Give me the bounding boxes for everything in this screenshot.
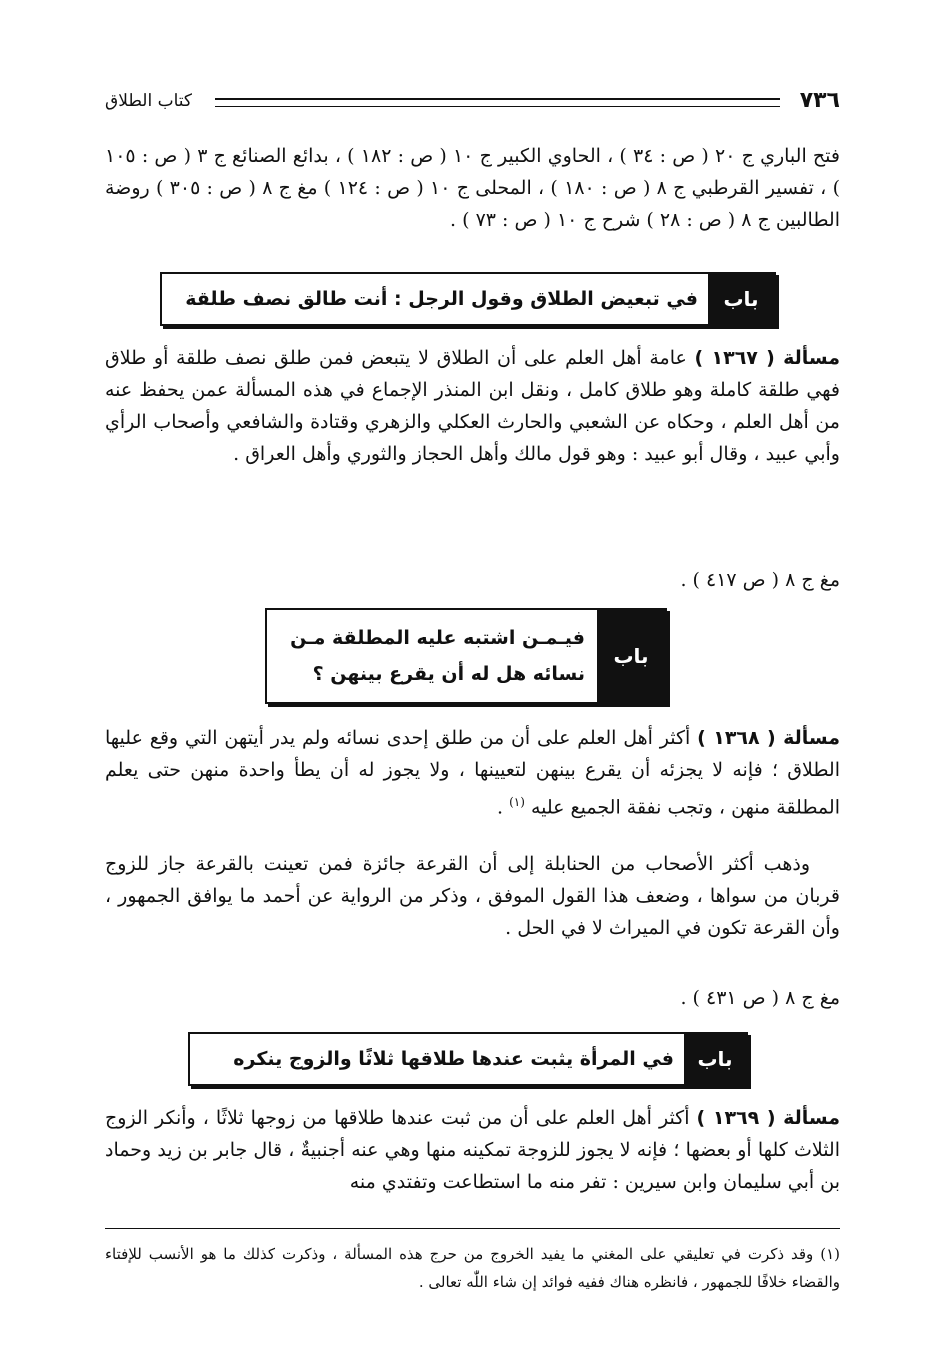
section1-reference: مغ ج ٨ ( ص ٤١٧ ) . bbox=[680, 569, 840, 591]
book-title: كتاب الطلاق bbox=[105, 91, 192, 111]
bab-title-2-line2: نسائه هل له أن يقرع بينهن ؟ bbox=[312, 663, 585, 685]
bab-heading-1 bbox=[160, 272, 776, 326]
bab-label: باب bbox=[708, 274, 774, 324]
hanabila-paragraph: وذهب أكثر الأصحاب من الحنابلة إلى أن القرعة جائزة فمن تعينت بالقرعة جاز للزوج قربان من سواها ، وضعف هذا القول الموفق ، وذكر من الرواية عن أحمد ما يوافق الجمهور ، وأن القرعة تكون في الميراث لا في الحل . bbox=[105, 853, 840, 939]
masala-label: مسألة ( ١٣٦٧ ) bbox=[694, 347, 840, 369]
bab-label: باب bbox=[684, 1034, 746, 1084]
footnote: (١) وقد ذكرت في تعليقي على المغني ما يفيد الخروج من حرج هذه المسألة ، وذكرت كذلك ما هو الأنسب للإفتاء والقضاء خلافًا للجمهور ، فانظره هناك ففيه فوائد إن شاء اللّٰه تعالى . bbox=[105, 1245, 840, 1291]
page-header bbox=[105, 88, 840, 114]
intro-references: فتح الباري ج ٢٠ ( ص : ٣٤ ) ، الحاوي الكبير ج ١٠ ( ص : ١٨٢ ) ، بدائع الصنائع ج ٣ ( ص : ١٠٥ ) ، تفسير القرطبي ج ٨ ( ص : ١٨٠ ) ، المحلى ج ١٠ ( ص : ١٢٤ ) مغ ج ٨ ( ص : ٣٠٥ ) روضة الطالبين ج ٨ ( ص : ٢٨ ) شرح ج ١٠ ( ص : ٧٣ ) . bbox=[105, 145, 840, 231]
masala-text: أكثر أهل العلم على أن من طلق إحدى نسائه ولم يدر أيتهن التي وقع عليها الطلاق ؛ فإنه لا يجزئه أن يقرع بينهن لتعيينها ، ولا يجوز له أن يطأ واحدة منهن حتى يعلم المطلقة منهن ، وتجب نفقة الجميع عليه bbox=[105, 727, 840, 819]
masala-text-end: . bbox=[497, 796, 504, 819]
masala-1367 bbox=[105, 342, 840, 470]
bab-label: باب bbox=[597, 610, 665, 702]
bab-title-3: في المرأة يثبت عندها طلاقها ثلاثًا والزوج ينكره bbox=[233, 1048, 674, 1070]
masala-label: مسألة ( ١٣٦٨ ) bbox=[697, 727, 840, 749]
bab-title-1: في تبعيض الطلاق وقول الرجل : أنت طالق نصف طلقة bbox=[185, 288, 698, 310]
masala-text: عامة أهل العلم على أن الطلاق لا يتبعض فمن طلق نصف طلقة أو طلاق فهي طلقة كاملة وهو طلاق كامل ، ونقل ابن المنذر الإجماع في هذه المسألة عمن يحفظ عنه من أهل العلم ، وحكاه عن الشعبي والحارث العكلي والزهري وقتادة والشافعي وأصحاب الرأي وأبي عبيد ، وقال أبو عبيد : وهو قول مالك وأهل الحجاز والثوري وأهل العراق . bbox=[105, 347, 840, 465]
bab-heading-3 bbox=[188, 1032, 748, 1086]
bab-title-2 bbox=[277, 610, 585, 702]
bab-heading-2 bbox=[265, 608, 667, 704]
masala-1369 bbox=[105, 1102, 840, 1198]
masala-1368 bbox=[105, 722, 840, 823]
section2-reference: مغ ج ٨ ( ص ٤٣١ ) . bbox=[680, 987, 840, 1009]
bab-title-2-line1: فيـمـن اشتبه عليه المطلقة مـن bbox=[290, 627, 585, 649]
masala-text: أكثر أهل العلم على أن من ثبت عندها طلاقها من زوجها ثلاثًا ، وأنكر الزوج الثلاث كلها أو بعضها ؛ فإنه لا يجوز للزوجة تمكينه منها وهي عنه أجنبيةٌ ، قال جابر بن زيد وحماد بن أبي سليمان وابن سيرين : تفر منه ما استطاعت وتفتدي منه bbox=[105, 1107, 840, 1193]
header-rule bbox=[215, 98, 780, 107]
masala-label: مسألة ( ١٣٦٩ ) bbox=[696, 1107, 841, 1129]
footnote-marker: (١) bbox=[509, 795, 525, 809]
footnote-separator bbox=[105, 1228, 840, 1229]
page-number: ٧٣٦ bbox=[799, 88, 840, 113]
